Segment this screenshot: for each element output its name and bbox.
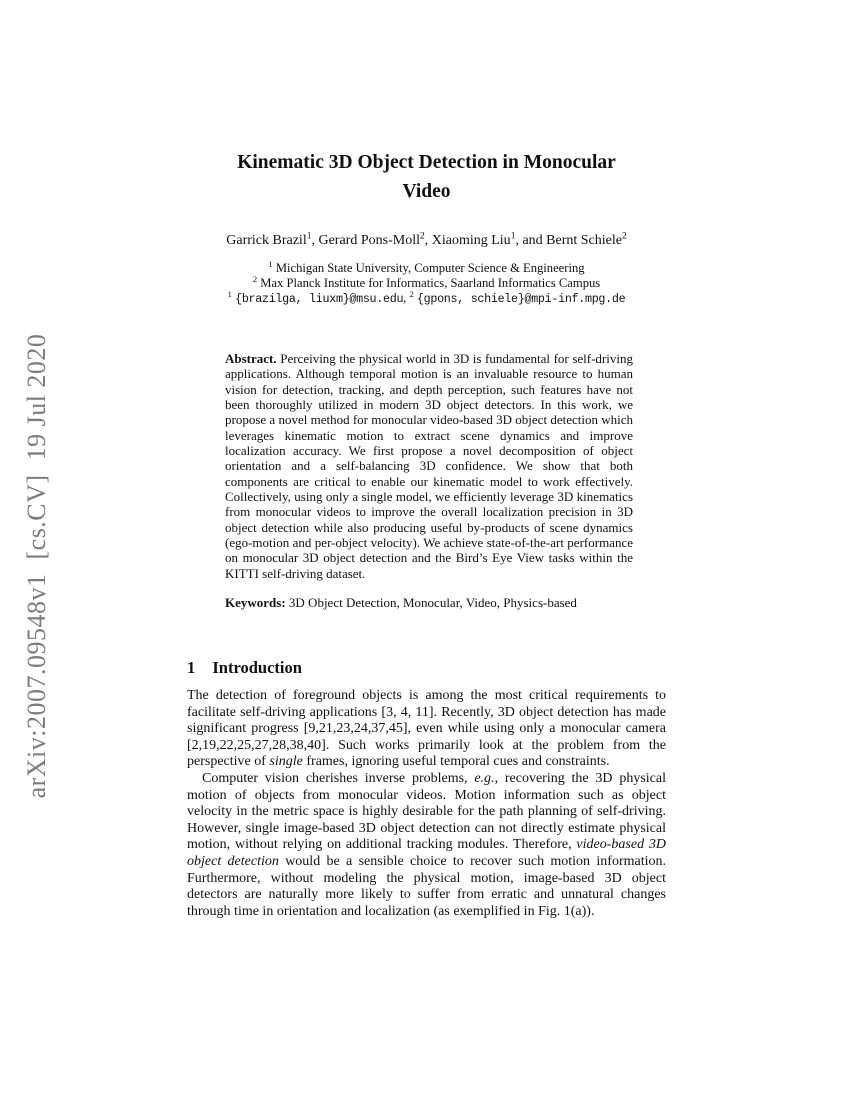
affiliations xyxy=(187,258,666,308)
paper-title xyxy=(187,148,666,206)
section-number: 1 xyxy=(187,658,196,677)
keywords-line: Keywords: 3D Object Detection, Monocular, Video, Physics-based xyxy=(225,595,577,610)
section-heading-introduction xyxy=(187,658,302,678)
section-title: Introduction xyxy=(212,658,302,677)
affiliation-emails: $^1$ {brazilga, liuxm}@msu.edu, $^2$ {gpons, schiele}@mpi-inf.mpg.de xyxy=(227,289,626,307)
abstract-paragraph: Abstract. Perceiving the physical world in 3D is fundamental for self-driving applications. Although temporal motion is an invaluable resource to human vision for detection, tracking, and depth perception, such features have not been thoroughly utilized in modern 3D object detectors. In this work, we propose a novel method for monocular video-based 3D object detection which leverages kinematic motion to extract scene dynamics and improve localization accuracy. We first propose a novel decomposition of object orientation and a self-balancing 3D confidence. We show that both components are critical to enable our kinematic model to work effectively. Collectively, using only a single model, we efficiently leverage 3D kinematics from monocular videos to improve the overall localization precision in 3D object detection while also producing useful by-products of scene dynamics (ego-motion and per-object velocity). We achieve state-of-the-art performance on monocular 3D object detection and the Bird’s Eye View tasks within the KITTI self-driving dataset. xyxy=(225,351,633,581)
intro-paragraph-1: The detection of foreground objects is among the most critical requirements to facilitate self-driving applications [3, 4, 11]. Recently, 3D object detection has made significant progress [9,21,23,24,37,45], even while using only a monocular camera [2,19,22,25,27,28,38,40]. Such works primarily look at the problem from the perspective of single frames, ignoring useful temporal cues and constraints. xyxy=(187,688,666,770)
author-list: Garrick Brazil$^1$, Gerard Pons-Moll$^2$, Xiaoming Liu$^1$, and Bernt Schiele$^2$ xyxy=(226,231,627,248)
introduction-body xyxy=(187,688,666,920)
affiliation-2: $^2$ Max Planck Institute for Informatics, Saarland Informatics Campus xyxy=(252,274,601,291)
title-line-2: Video xyxy=(402,181,451,202)
intro-paragraph-2: Computer vision cherishes inverse problems, e.g., recovering the 3D physical motion of objects from monocular videos. Motion information such as object velocity in the metric space is highly desirable for the path planning of self-driving. However, single image-based 3D object detection can not directly estimate physical motion, without relying on additional tracking modules. Therefore, video-based 3D object detection would be a sensible choice to recover such motion information. Furthermore, without modeling the physical motion, image-based 3D object detectors are naturally more likely to suffer from erratic and unnatural changes through time in orientation and localization (as exemplified in Fig. 1(a)). xyxy=(187,770,666,919)
affiliation-1: $^1$ Michigan State University, Computer Science & Engineering xyxy=(268,258,585,275)
title-line-1: Kinematic 3D Object Detection in Monocular xyxy=(237,152,616,173)
arxiv-watermark: arXiv:2007.09548v1 [cs.CV] 19 Jul 2020 xyxy=(22,333,51,799)
paper-content xyxy=(187,0,666,1100)
